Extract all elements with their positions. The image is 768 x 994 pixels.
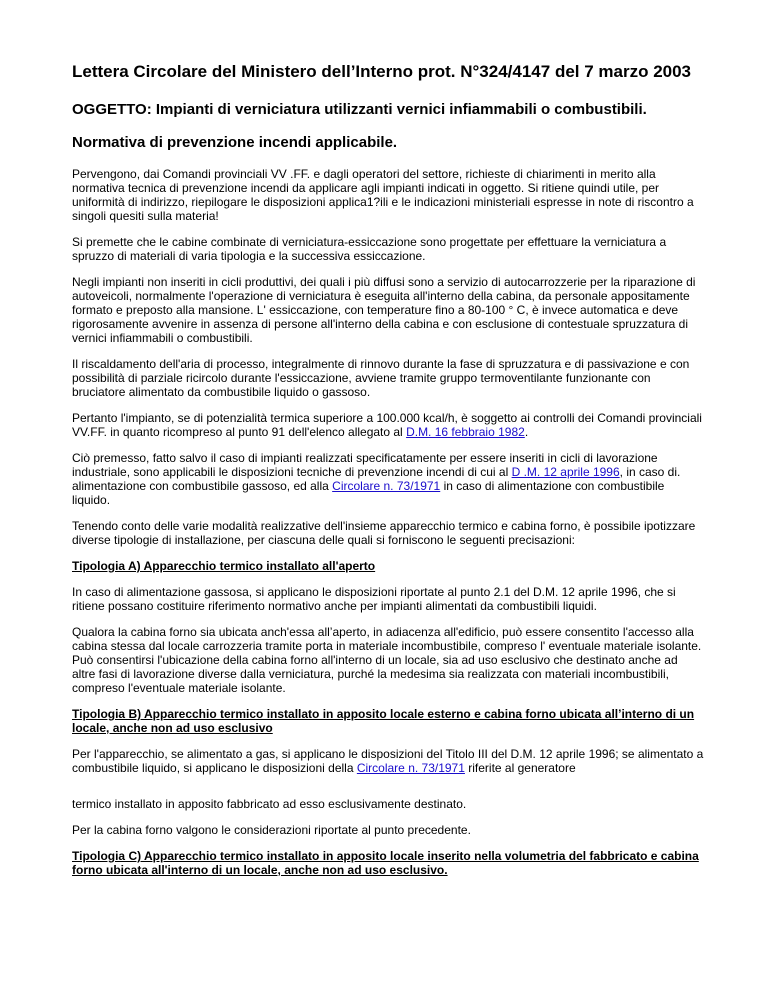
paragraph-text: , in caso di. alimentazione con combustibile gassoso, ed alla (72, 465, 681, 493)
paragraph-tipologia-b-3: Per la cabina forno valgono le considerazioni riportate al punto precedente. (72, 823, 471, 837)
paragraph-premesso (72, 451, 704, 507)
document-subject: OGGETTO: Impianti di verniciatura utilizzanti vernici infiammabili o combustibili. (72, 101, 647, 118)
paragraph-tipologia-b-1 (72, 747, 704, 775)
link-dm-16-febbraio-1982[interactable]: D.M. 16 febbraio 1982 (406, 425, 525, 439)
paragraph-impianti: Negli impianti non inseriti in cicli produttivi, dei quali i più diffusi sono a servizio di autocarrozzerie per la riparazione di autoveicoli, normalmente l'operazione di verniciatura è eseguita all'interno della cabina, da personale appositamente formato e preposto alla mansione. L' essiccazione, con temperature fino a 80-100 ° C, è invece automatica e deve rigorosamente avvenire in assenza di persone all'interno della cabina e con esclusione di contestuale spruzzatura di vernici infiammabili o combustibili. (72, 275, 696, 345)
paragraph-riscaldamento: Il riscaldamento dell'aria di processo, integralmente di rinnovo durante la fase di spruzzatura e di passivazione e con possibilità di parziale ricircolo durante l'essiccazione, avviene tramite gruppo termoventilante funzionante con bruciatore alimentato da combustibile liquido o gassoso. (72, 357, 690, 399)
document-title: Lettera Circolare del Ministero dell’Interno prot. N°324/4147 del 7 marzo 2003 (72, 62, 692, 81)
heading-tipologia-a: Tipologia A) Apparecchio termico installato all'aperto (72, 559, 376, 573)
heading-tipologia-b: Tipologia B) Apparecchio termico installato in apposito locale esterno e cabina forno ubicata all’interno di un locale, anche non ad uso esclusivo (72, 707, 695, 735)
paragraph-tipologie: Tenendo conto delle varie modalità realizzative dell'insieme apparecchio termico e cabina forno, è possibile ipotizzare diverse tipologie di installazione, per ciascuna delle quali si forniscono le seguenti precisazioni: (72, 519, 696, 547)
paragraph-potenzialita (72, 411, 704, 439)
link-circolare-73-1971[interactable]: Circolare n. 73/1971 (332, 479, 441, 493)
paragraph-tipologia-b-2: termico installato in apposito fabbricato ad esso esclusivamente destinato. (72, 797, 467, 811)
paragraph-premise: Si premette che le cabine combinate di verniciatura-essiccazione sono progettate per effettuare la verniciatura a spruzzo di materiali di varia tipologia e la successiva essiccazione. (72, 235, 667, 263)
section-heading-normativa: Normativa di prevenzione incendi applicabile. (72, 134, 398, 151)
paragraph-text: . (524, 425, 529, 439)
paragraph-text: Per l'apparecchio, se alimentato a gas, si applicano le disposizioni del Titolo III del D.M. 12 aprile 1996; se alimentato a combustibile liquido, si applicano le disposizioni della (72, 747, 704, 775)
paragraph-tipologia-a-1: In caso di alimentazione gassosa, si applicano le disposizioni riportate al punto 2.1 del D.M. 12 aprile 1996, che si ritiene possano costituire riferimento normativo anche per impianti alimentati da combustibili liquidi. (72, 585, 676, 613)
document-page (72, 62, 704, 889)
paragraph-text: in caso di alimentazione con combustibile liquido. (72, 479, 665, 507)
paragraph-text: Ciò premesso, fatto salvo il caso di impianti realizzati specificatamente per essere inseriti in cicli di lavorazione industriale, sono applicabili le disposizioni tecniche di prevenzione incendi di cui al (72, 451, 658, 479)
link-circolare-73-1971[interactable]: Circolare n. 73/1971 (356, 761, 465, 775)
paragraph-text: riferite al generatore (464, 761, 576, 775)
link-dm-12-aprile-1996[interactable]: D .M. 12 aprile 1996 (511, 465, 620, 479)
paragraph-tipologia-a-2: Qualora la cabina forno sia ubicata anch'essa all’aperto, in adiacenza all'edificio, può essere consentito l'accesso alla cabina stessa dal locale carrozzeria tramite porta in materiale incombustibile, compreso l' eventuale materiale isolante. Può consentirsi l'ubicazione della cabina forno all'interno di un locale, sia ad uso esclusivo che destinato anche ad altre fasi di lavorazione diverse dalla verniciatura, purché la medesima sia realizzata con materiali incombustibili, compreso l'eventuale materiale isolante. (72, 625, 702, 695)
paragraph-text: Pertanto l'impianto, se di potenzialità termica superiore a 100.000 kcal/h, è soggetto ai controlli dei Comandi provinciali VV.FF. in quanto ricompreso al punto 91 dell'elenco allegato al (72, 411, 702, 439)
paragraph-intro: Pervengono, dai Comandi provinciali VV .FF. e dagli operatori del settore, richieste di chiarimenti in merito alla normativa tecnica di prevenzione incendi da applicare agli impianti indicati in oggetto. Si ritiene quindi utile, per uniformità di indirizzo, riepilogare le disposizioni applica1?ili e le indicazioni ministeriali espresse in note di riscontro a singoli quesiti sulla materia! (72, 167, 694, 223)
heading-tipologia-c: Tipologia C) Apparecchio termico installato in apposito locale inserito nella volumetria del fabbricato e cabina forno ubicata all'interno di un locale, anche non ad uso esclusivo. (72, 849, 699, 877)
